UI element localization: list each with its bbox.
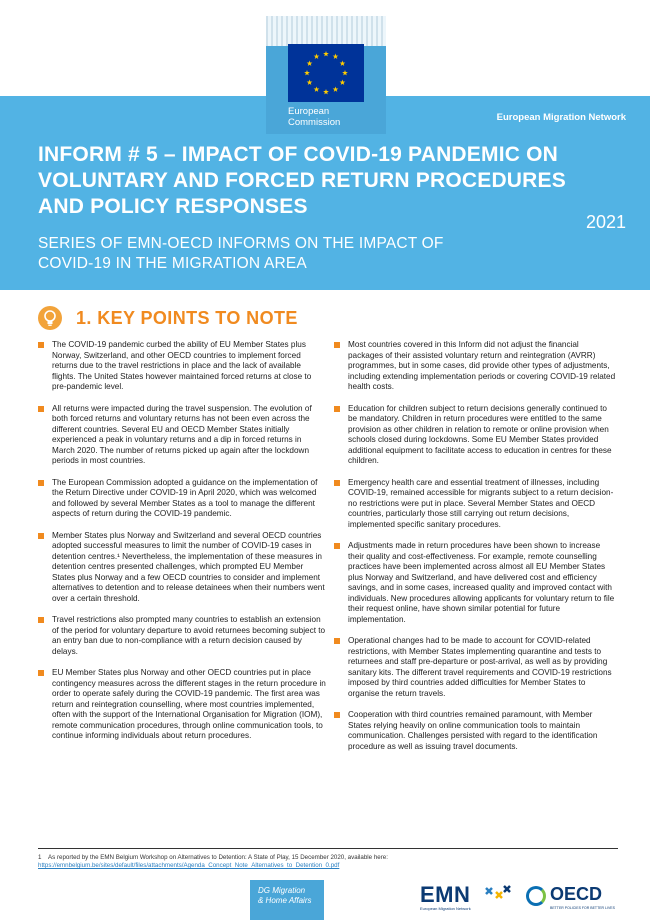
eu-star [304,70,310,75]
key-point-item [38,531,326,605]
emn-stars-icon [482,884,512,906]
key-point-text: The European Commission adopted a guidance on the implementation of the Return Directive under COVID-19 in April 2020, which was welcomed and followed by several Member States as a tool to manage the different aspects of return during the COVID-19 pandemic. [52,477,318,518]
key-point-text: EU Member States plus Norway and other OECD countries put in place contingency measures across the different stages in the return procedure in order to operate safely during the COVID-19 pandemic. The first area was return and reintegration counselling, where most countries implemented, often with the support of the International Organisation for Migration (IOM), remote communication procedures, through online communication tools, to continue informing individuals about return procedures. [52,668,326,740]
key-point-item [334,636,616,699]
key-point-item [334,478,616,531]
footnote-text: As reported by the EMN Belgium Workshop on Alternatives to Detention: A State of Play, 15 December 2020, available here: [48,854,388,861]
bullet-square-icon [334,480,340,486]
key-point-text: Member States plus Norway and Switzerland and several OECD countries adopted successful measures to limit the number of COVID-19 cases in detention centres.¹ Nevertheless, the implementation of these measures in detention centres presented challenges, which prompted EU Member States plus Norway and a few OECD countries to consider and implement alternatives to detention and to release detainees when their numbers went over a certain threshold. [52,530,325,603]
oecd-logo-text: OECD [550,884,603,904]
key-point-item [334,541,616,625]
bullet-square-icon [334,342,340,348]
key-point-item [334,404,616,467]
emn-logo-subtitle: European Migration Network [420,906,471,911]
oecd-tagline: BETTER POLICIES FOR BETTER LIVES [550,906,615,910]
eu-star [333,86,339,91]
key-point-text: All returns were impacted during the travel suspension. The evolution of both forced returns and voluntary returns has not been even across the different countries. Several EU and OECD Member States initially experienced a peak in voluntary returns and a dip in forced returns in March 2020. The number of returns picked up again after the lockdown periods in most countries. [52,403,312,465]
dg-home-affairs-logo [250,880,324,920]
dg-label-line-1: DG Migration [258,886,306,895]
key-point-item [38,340,326,393]
section-title: 1. KEY POINTS TO NOTE [76,307,298,328]
key-point-item [38,615,326,657]
eu-star [340,61,346,66]
key-point-text: Cooperation with third countries remained paramount, with Member States relying heavily on online communication tools to maintain communication. Challenges persisted with regard to the identification procedure as well as issuing travel documents. [348,710,598,751]
document-year: 2021 [585,212,626,232]
bullet-square-icon [334,712,340,718]
european-commission-logo [266,16,386,134]
footnote [38,848,618,870]
eu-flag-icon [288,44,364,102]
eu-star [323,89,329,94]
key-points-right-column [334,340,616,763]
eu-star [314,86,320,91]
key-points-left-column [38,340,326,753]
bullet-square-icon [334,406,340,412]
key-point-text: Operational changes had to be made to account for COVID-related restrictions, with Member States implementing quarantine and tests to returnees and staff pre-departure or post-arrival, as well as by providing sanitary kits. The different travel requirements and COVID-19 restrictions imposed by third countries added difficulties for Member States to organise the return travels. [348,636,612,698]
section-heading [38,303,298,333]
key-point-item [38,404,326,467]
bullet-square-icon [38,406,44,412]
document-subtitle: SERIES OF EMN-OECD INFORMS ON THE IMPACT OF COVID-19 IN THE MIGRATION AREA [38,235,444,272]
ec-logo-text [288,106,340,128]
ec-logo-line-1: European [288,106,330,117]
network-label: European Migration Network [496,112,626,123]
bullet-square-icon [38,670,44,676]
eu-star [314,54,320,59]
footer [0,876,650,920]
oecd-logo [526,884,626,914]
document-title: INFORM # 5 – IMPACT OF COVID-19 PANDEMIC ON VOLUNTARY AND FORCED RETURN PROCEDURES AND POLICY RESPONSES [38,143,566,218]
lightbulb-icon [38,306,62,330]
eu-star [340,80,346,85]
footnote-number: 1 [38,854,42,861]
key-point-text: Adjustments made in return procedures have been shown to increase their quality and cost-effectiveness. For example, remote counselling practices have been implemented across almost all EU Member States plus Norway and Switzerland, and have delivered cost and efficiency savings, and in some cases, increased quality and improved contact with individuals. New procedures allowing applicants for voluntary return to file their request online, have shown similar potential for future implementation. [348,541,615,624]
oecd-circle-icon [526,886,546,906]
bullet-square-icon [38,533,44,539]
key-point-item [38,478,326,520]
bullet-square-icon [334,638,340,644]
key-point-text: Education for children subject to return decisions generally continued to be mandatory. Children in return procedures were entitled to the same provision as other children in relation to remote or online provision when schools closed during lockdowns. Some EU Member States provided additional equipment to facilitate access to education in centres for these children. [348,403,612,465]
bullet-square-icon [38,617,44,623]
dg-label-line-2: & Home Affairs [258,896,312,905]
eu-star [323,51,329,56]
berlaymont-building-graphic [266,16,386,46]
bullet-square-icon [38,342,44,348]
eu-star [307,61,313,66]
emn-logo [420,882,520,916]
footnote-link[interactable]: https://emnbelgium.be/sites/default/files/attachments/Agenda_Concept_Note_Alternatives_to_Detention_0.pdf [38,862,340,869]
bullet-square-icon [38,480,44,486]
key-point-item [38,668,326,742]
emn-logo-text: EMN [420,882,471,907]
ec-logo-line-2: Commission [288,117,341,128]
eu-star [307,80,313,85]
key-point-text: Most countries covered in this Inform did not adjust the financial packages of their assisted voluntary return and reintegration (AVRR) programmes, but in some cases, did provide other types of adjustments, including extending implementation periods or covering COVID-19 related health costs. [348,340,616,391]
key-point-text: Emergency health care and essential treatment of illnesses, including COVID-19, remained accessible for migrants subject to a return decision- no restrictions were put in place. Several Member States and OECD countries, particularly those still carrying out return decisions, implemented specific sanitary procedures. [348,477,614,529]
key-point-item [334,340,616,393]
key-point-text: The COVID-19 pandemic curbed the ability of EU Member States plus Norway, Switzerland, and other OECD countries to implement forced returns due to the travel restrictions in place and the lack of available flights. The United States however maintained forced returns at close to pre-pandemic level. [52,340,312,391]
eu-star [333,54,339,59]
eu-star [342,70,348,75]
key-point-text: Travel restrictions also prompted many countries to establish an extension of the period for voluntary departure to avoid returnees becoming subject to an entry ban due to non-compliance with a return decision caused by delays. [52,615,326,656]
bullet-square-icon [334,543,340,549]
key-point-item [334,710,616,752]
